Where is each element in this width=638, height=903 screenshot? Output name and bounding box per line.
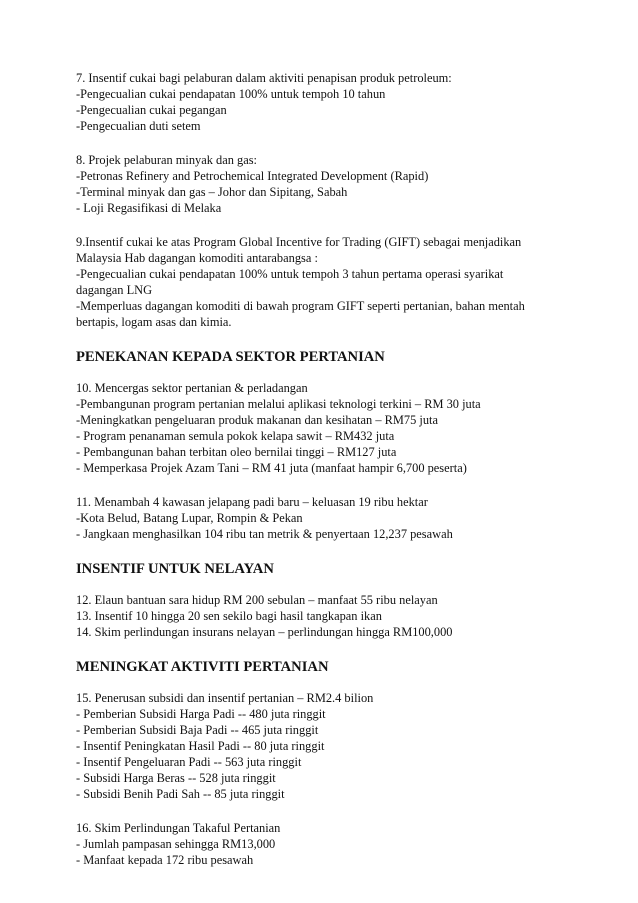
text-line: 15. Penerusan subsidi dan insentif pertanian – RM2.4 bilion [76,691,374,705]
text-line: - Manfaat kepada 172 ribu pesawah [76,853,254,867]
text-line: -Petronas Refinery and Petrochemical Integrated Development (Rapid) [76,169,429,183]
text-line: -Pengecualian cukai pegangan [76,103,227,117]
text-line: -Pengecualian cukai pendapatan 100% untuk tempoh 3 tahun pertama operasi syarikat [76,267,504,281]
paragraph-block [76,494,578,542]
paragraph-block [76,70,578,134]
text-line: 9.Insentif cukai ke atas Program Global Incentive for Trading (GIFT) sebagai menjadikan [76,235,522,249]
section-heading: PENEKANAN KEPADA SEKTOR PERTANIAN [76,349,385,365]
paragraph-block [76,152,578,216]
text-line: - Jumlah pampasan sehingga RM13,000 [76,837,276,851]
text-line: 12. Elaun bantuan sara hidup RM 200 sebulan – manfaat 55 ribu nelayan [76,593,438,607]
text-line: -Kota Belud, Batang Lupar, Rompin & Pekan [76,511,303,525]
section [76,348,578,542]
text-line: 16. Skim Perlindungan Takaful Pertanian [76,821,281,835]
text-line: 7. Insentif cukai bagi pelaburan dalam aktiviti penapisan produk petroleum: [76,71,452,85]
section-heading: MENINGKAT AKTIVITI PERTANIAN [76,659,329,675]
text-line: 8. Projek pelaburan minyak dan gas: [76,153,257,167]
text-line: 13. Insentif 10 hingga 20 sen sekilo bagi hasil tangkapan ikan [76,609,382,623]
text-line: -Terminal minyak dan gas – Johor dan Sipitang, Sabah [76,185,348,199]
text-line: bertapis, logam asas dan kimia. [76,315,232,329]
section [76,658,578,868]
text-line: Malaysia Hab dagangan komoditi antarabangsa : [76,251,318,265]
paragraph-block [76,690,578,802]
text-line: 11. Menambah 4 kawasan jelapang padi baru – keluasan 19 ribu hektar [76,495,428,509]
text-line: - Insentif Pengeluaran Padi -- 563 juta ringgit [76,755,302,769]
text-line: - Pembangunan bahan terbitan oleo bernilai tinggi – RM127 juta [76,445,397,459]
section [76,560,578,640]
text-line: -Memperluas dagangan komoditi di bawah program GIFT seperti pertanian, bahan mentah [76,299,525,313]
text-line: - Program penanaman semula pokok kelapa sawit – RM432 juta [76,429,395,443]
text-line: - Memperkasa Projek Azam Tani – RM 41 juta (manfaat hampir 6,700 peserta) [76,461,467,475]
text-line: 14. Skim perlindungan insurans nelayan – perlindungan hingga RM100,000 [76,625,453,639]
text-line: - Loji Regasifikasi di Melaka [76,201,222,215]
text-line: - Subsidi Harga Beras -- 528 juta ringgit [76,771,276,785]
paragraph-block [76,380,578,476]
text-line: -Pengecualian cukai pendapatan 100% untuk tempoh 10 tahun [76,87,386,101]
text-line: - Jangkaan menghasilkan 104 ribu tan metrik & penyertaan 12,237 pesawah [76,527,453,541]
paragraph-block [76,592,578,640]
text-line: -Meningkatkan pengeluaran produk makanan dan kesihatan – RM75 juta [76,413,438,427]
paragraph-block [76,234,578,330]
text-line: dagangan LNG [76,283,153,297]
text-line: - Subsidi Benih Padi Sah -- 85 juta ringgit [76,787,285,801]
text-line: - Pemberian Subsidi Harga Padi -- 480 juta ringgit [76,707,326,721]
text-line: - Insentif Peningkatan Hasil Padi -- 80 juta ringgit [76,739,325,753]
section-heading: INSENTIF UNTUK NELAYAN [76,561,274,577]
text-line: 10. Mencergas sektor pertanian & perladangan [76,381,308,395]
document-body [76,70,578,868]
paragraph-block [76,820,578,868]
text-line: -Pengecualian duti setem [76,119,201,133]
text-line: - Pemberian Subsidi Baja Padi -- 465 juta ringgit [76,723,319,737]
text-line: -Pembangunan program pertanian melalui aplikasi teknologi terkini – RM 30 juta [76,397,481,411]
